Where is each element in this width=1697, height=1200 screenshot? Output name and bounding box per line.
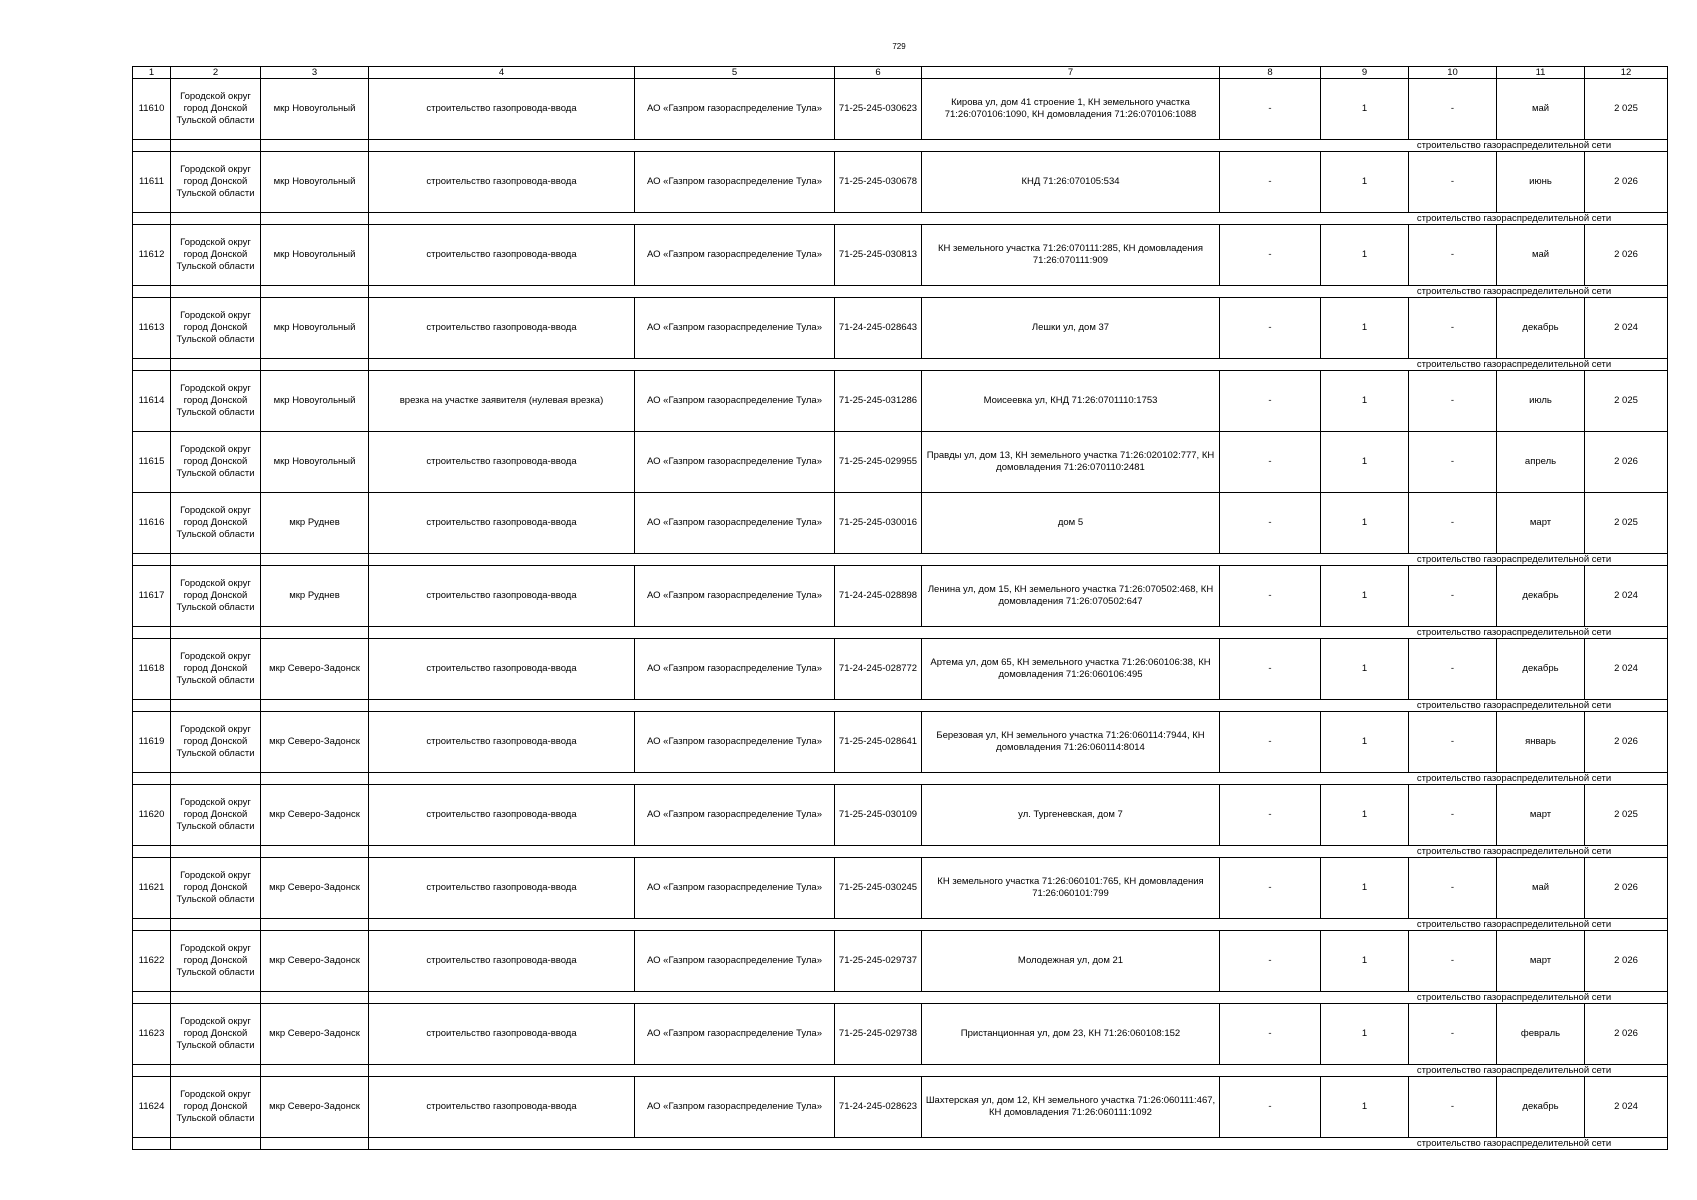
column-header: 7 — [922, 67, 1220, 79]
sub-row-text: строительство газораспределительной сети — [1416, 139, 1612, 151]
column-9-cell: 1 — [1321, 858, 1409, 919]
organization-cell: АО «Газпром газораспределение Тула» — [635, 1004, 835, 1065]
year-cell: 2 026 — [1585, 432, 1668, 493]
sub-row — [133, 1065, 1668, 1077]
month-cell: март — [1497, 493, 1585, 554]
sub-row-empty-cell — [171, 627, 261, 639]
address-cell: Ленина ул, дом 15, КН земельного участка 71:26:070502:468, КН домовладения 71:26:070502:647 — [922, 566, 1220, 627]
address-cell: Березовая ул, КН земельного участка 71:26:060114:7944, КН домовладения 71:26:060114:8014 — [922, 712, 1220, 773]
sub-row-empty-cell — [261, 919, 369, 931]
district-cell: Городской округ город Донской Тульской области — [171, 931, 261, 992]
district-cell: Городской округ город Донской Тульской области — [171, 371, 261, 432]
month-cell: декабрь — [1497, 1077, 1585, 1138]
column-8-cell: - — [1220, 639, 1321, 700]
sub-row — [133, 140, 1668, 152]
sub-row — [133, 919, 1668, 931]
address-cell: Моисеевка ул, КНД 71:26:0701110:1753 — [922, 371, 1220, 432]
column-8-cell: - — [1220, 1077, 1321, 1138]
column-9-cell: 1 — [1321, 712, 1409, 773]
year-cell: 2 025 — [1585, 493, 1668, 554]
application-code-cell: 71-24-245-028623 — [835, 1077, 922, 1138]
address-cell: КН земельного участка 71:26:060101:765, КН домовладения 71:26:060101:799 — [922, 858, 1220, 919]
year-cell: 2 025 — [1585, 371, 1668, 432]
table-row — [133, 931, 1668, 992]
sub-row-empty-cell — [171, 359, 261, 371]
application-code-cell: 71-25-245-029738 — [835, 1004, 922, 1065]
sub-row-empty-cell — [261, 359, 369, 371]
work-type-cell: строительство газопровода-ввода — [369, 931, 635, 992]
column-header: 2 — [171, 67, 261, 79]
sub-row-empty-cell — [133, 919, 171, 931]
column-10-cell: - — [1409, 432, 1497, 493]
column-9-cell: 1 — [1321, 79, 1409, 140]
column-header: 3 — [261, 67, 369, 79]
column-10-cell: - — [1409, 931, 1497, 992]
row-number: 11619 — [133, 712, 171, 773]
row-number: 11618 — [133, 639, 171, 700]
sub-row-text: строительство газораспределительной сети — [1416, 918, 1612, 930]
district-cell: Городской округ город Донской Тульской области — [171, 858, 261, 919]
table-row — [133, 639, 1668, 700]
sub-row-empty-cell — [261, 554, 369, 566]
column-8-cell: - — [1220, 298, 1321, 359]
column-10-cell: - — [1409, 639, 1497, 700]
district-cell: Городской округ город Донской Тульской области — [171, 432, 261, 493]
address-cell: Пристанционная ул, дом 23, КН 71:26:060108:152 — [922, 1004, 1220, 1065]
month-cell: декабрь — [1497, 298, 1585, 359]
table-row — [133, 79, 1668, 140]
table-row — [133, 152, 1668, 213]
application-code-cell: 71-25-245-031286 — [835, 371, 922, 432]
column-10-cell: - — [1409, 566, 1497, 627]
year-cell: 2 025 — [1585, 785, 1668, 846]
organization-cell: АО «Газпром газораспределение Тула» — [635, 298, 835, 359]
row-number: 11615 — [133, 432, 171, 493]
sub-row-text: строительство газораспределительной сети — [1416, 845, 1612, 857]
district-cell: Городской округ город Донской Тульской области — [171, 712, 261, 773]
sub-row-cell — [369, 359, 1668, 371]
organization-cell: АО «Газпром газораспределение Тула» — [635, 371, 835, 432]
year-cell: 2 024 — [1585, 298, 1668, 359]
row-number: 11614 — [133, 371, 171, 432]
organization-cell: АО «Газпром газораспределение Тула» — [635, 712, 835, 773]
column-header: 5 — [635, 67, 835, 79]
address-cell: дом 5 — [922, 493, 1220, 554]
sub-row-empty-cell — [261, 992, 369, 1004]
column-10-cell: - — [1409, 1077, 1497, 1138]
column-header: 12 — [1585, 67, 1668, 79]
column-10-cell: - — [1409, 79, 1497, 140]
sub-row-cell — [369, 919, 1668, 931]
column-9-cell: 1 — [1321, 371, 1409, 432]
month-cell: январь — [1497, 712, 1585, 773]
register-table — [132, 66, 1668, 1150]
sub-row-cell — [369, 140, 1668, 152]
column-10-cell: - — [1409, 785, 1497, 846]
application-code-cell: 71-25-245-030016 — [835, 493, 922, 554]
row-number: 11611 — [133, 152, 171, 213]
column-10-cell: - — [1409, 152, 1497, 213]
column-header: 9 — [1321, 67, 1409, 79]
sub-row-empty-cell — [133, 700, 171, 712]
table-row — [133, 566, 1668, 627]
column-8-cell: - — [1220, 371, 1321, 432]
row-number: 11624 — [133, 1077, 171, 1138]
sub-row-empty-cell — [171, 992, 261, 1004]
column-8-cell: - — [1220, 432, 1321, 493]
column-8-cell: - — [1220, 152, 1321, 213]
address-cell: Лешки ул, дом 37 — [922, 298, 1220, 359]
address-cell: Кирова ул, дом 41 строение 1, КН земельного участка 71:26:070106:1090, КН домовладения 71:26:070106:1088 — [922, 79, 1220, 140]
sub-row-text: строительство газораспределительной сети — [1416, 553, 1612, 565]
work-type-cell: строительство газопровода-ввода — [369, 858, 635, 919]
column-9-cell: 1 — [1321, 432, 1409, 493]
column-9-cell: 1 — [1321, 639, 1409, 700]
sub-row-empty-cell — [261, 1138, 369, 1150]
sub-row-cell — [369, 1138, 1668, 1150]
sub-row-empty-cell — [133, 286, 171, 298]
organization-cell: АО «Газпром газораспределение Тула» — [635, 931, 835, 992]
work-type-cell: строительство газопровода-ввода — [369, 639, 635, 700]
table-row — [133, 1077, 1668, 1138]
column-header: 10 — [1409, 67, 1497, 79]
application-code-cell: 71-25-245-030678 — [835, 152, 922, 213]
sub-row-empty-cell — [261, 286, 369, 298]
organization-cell: АО «Газпром газораспределение Тула» — [635, 858, 835, 919]
locality-cell: мкр Новоугольный — [261, 371, 369, 432]
address-cell: Шахтерская ул, дом 12, КН земельного участка 71:26:060111:467, КН домовладения 71:26:060111:1092 — [922, 1077, 1220, 1138]
application-code-cell: 71-25-245-029955 — [835, 432, 922, 493]
row-number: 11622 — [133, 931, 171, 992]
district-cell: Городской округ город Донской Тульской области — [171, 225, 261, 286]
organization-cell: АО «Газпром газораспределение Тула» — [635, 432, 835, 493]
sub-row-cell — [369, 1065, 1668, 1077]
address-cell: ул. Тургеневская, дом 7 — [922, 785, 1220, 846]
sub-row-empty-cell — [171, 919, 261, 931]
sub-row-empty-cell — [261, 140, 369, 152]
column-8-cell: - — [1220, 1004, 1321, 1065]
row-number: 11617 — [133, 566, 171, 627]
sub-row — [133, 286, 1668, 298]
month-cell: май — [1497, 858, 1585, 919]
table-row — [133, 493, 1668, 554]
column-8-cell: - — [1220, 931, 1321, 992]
column-8-cell: - — [1220, 712, 1321, 773]
sub-row-cell — [369, 773, 1668, 785]
application-code-cell: 71-25-245-030109 — [835, 785, 922, 846]
sub-row-empty-cell — [171, 773, 261, 785]
sub-row-empty-cell — [133, 359, 171, 371]
column-header-row — [133, 67, 1668, 79]
sub-row-text: строительство газораспределительной сети — [1416, 212, 1612, 224]
work-type-cell: строительство газопровода-ввода — [369, 785, 635, 846]
locality-cell: мкр Северо-Задонск — [261, 858, 369, 919]
year-cell: 2 026 — [1585, 858, 1668, 919]
sub-row-text: строительство газораспределительной сети — [1416, 1064, 1612, 1076]
address-cell: КН земельного участка 71:26:070111:285, КН домовладения 71:26:070111:909 — [922, 225, 1220, 286]
month-cell: февраль — [1497, 1004, 1585, 1065]
sub-row-empty-cell — [133, 1065, 171, 1077]
year-cell: 2 025 — [1585, 79, 1668, 140]
district-cell: Городской округ город Донской Тульской области — [171, 493, 261, 554]
column-9-cell: 1 — [1321, 493, 1409, 554]
address-cell: КНД 71:26:070105:534 — [922, 152, 1220, 213]
locality-cell: мкр Северо-Задонск — [261, 785, 369, 846]
month-cell: март — [1497, 931, 1585, 992]
column-8-cell: - — [1220, 785, 1321, 846]
column-10-cell: - — [1409, 298, 1497, 359]
work-type-cell: строительство газопровода-ввода — [369, 152, 635, 213]
sub-row-text: строительство газораспределительной сети — [1416, 285, 1612, 297]
month-cell: май — [1497, 79, 1585, 140]
application-code-cell: 71-24-245-028772 — [835, 639, 922, 700]
locality-cell: мкр Новоугольный — [261, 298, 369, 359]
year-cell: 2 026 — [1585, 225, 1668, 286]
sub-row-text: строительство газораспределительной сети — [1416, 358, 1612, 370]
district-cell: Городской округ город Донской Тульской области — [171, 152, 261, 213]
column-header: 4 — [369, 67, 635, 79]
sub-row-text: строительство газораспределительной сети — [1416, 1137, 1612, 1149]
work-type-cell: строительство газопровода-ввода — [369, 79, 635, 140]
year-cell: 2 026 — [1585, 152, 1668, 213]
district-cell: Городской округ город Донской Тульской области — [171, 1004, 261, 1065]
column-9-cell: 1 — [1321, 1004, 1409, 1065]
application-code-cell: 71-25-245-028641 — [835, 712, 922, 773]
organization-cell: АО «Газпром газораспределение Тула» — [635, 225, 835, 286]
table-row — [133, 371, 1668, 432]
work-type-cell: строительство газопровода-ввода — [369, 1004, 635, 1065]
sub-row-empty-cell — [171, 1138, 261, 1150]
sub-row-text: строительство газораспределительной сети — [1416, 699, 1612, 711]
district-cell: Городской округ город Донской Тульской области — [171, 1077, 261, 1138]
column-9-cell: 1 — [1321, 1077, 1409, 1138]
column-9-cell: 1 — [1321, 225, 1409, 286]
district-cell: Городской округ город Донской Тульской области — [171, 298, 261, 359]
column-9-cell: 1 — [1321, 785, 1409, 846]
locality-cell: мкр Северо-Задонск — [261, 931, 369, 992]
month-cell: июнь — [1497, 152, 1585, 213]
column-10-cell: - — [1409, 493, 1497, 554]
table-row — [133, 858, 1668, 919]
application-code-cell: 71-24-245-028643 — [835, 298, 922, 359]
year-cell: 2 026 — [1585, 931, 1668, 992]
sub-row-empty-cell — [133, 1138, 171, 1150]
row-number: 11621 — [133, 858, 171, 919]
sub-row-empty-cell — [171, 700, 261, 712]
application-code-cell: 71-25-245-030245 — [835, 858, 922, 919]
sub-row-empty-cell — [261, 1065, 369, 1077]
row-number: 11613 — [133, 298, 171, 359]
sub-row — [133, 846, 1668, 858]
column-8-cell: - — [1220, 79, 1321, 140]
sub-row — [133, 359, 1668, 371]
locality-cell: мкр Руднев — [261, 566, 369, 627]
sub-row-empty-cell — [171, 213, 261, 225]
application-code-cell: 71-25-245-030623 — [835, 79, 922, 140]
organization-cell: АО «Газпром газораспределение Тула» — [635, 1077, 835, 1138]
column-header: 11 — [1497, 67, 1585, 79]
locality-cell: мкр Новоугольный — [261, 152, 369, 213]
sub-row-cell — [369, 992, 1668, 1004]
month-cell: апрель — [1497, 432, 1585, 493]
application-code-cell: 71-25-245-029737 — [835, 931, 922, 992]
sub-row — [133, 992, 1668, 1004]
year-cell: 2 024 — [1585, 1077, 1668, 1138]
month-cell: март — [1497, 785, 1585, 846]
work-type-cell: строительство газопровода-ввода — [369, 432, 635, 493]
sub-row-text: строительство газораспределительной сети — [1416, 626, 1612, 638]
organization-cell: АО «Газпром газораспределение Тула» — [635, 785, 835, 846]
organization-cell: АО «Газпром газораспределение Тула» — [635, 79, 835, 140]
sub-row-empty-cell — [171, 140, 261, 152]
sub-row-empty-cell — [133, 773, 171, 785]
application-code-cell: 71-24-245-028898 — [835, 566, 922, 627]
sub-row-empty-cell — [171, 1065, 261, 1077]
month-cell: декабрь — [1497, 566, 1585, 627]
sub-row-empty-cell — [171, 554, 261, 566]
column-8-cell: - — [1220, 858, 1321, 919]
column-8-cell: - — [1220, 225, 1321, 286]
locality-cell: мкр Новоугольный — [261, 79, 369, 140]
sub-row-text: строительство газораспределительной сети — [1416, 991, 1612, 1003]
sub-row-cell — [369, 846, 1668, 858]
sub-row-empty-cell — [261, 700, 369, 712]
work-type-cell: строительство газопровода-ввода — [369, 1077, 635, 1138]
month-cell: июль — [1497, 371, 1585, 432]
sub-row-empty-cell — [133, 992, 171, 1004]
column-8-cell: - — [1220, 493, 1321, 554]
table-row — [133, 298, 1668, 359]
column-10-cell: - — [1409, 225, 1497, 286]
locality-cell: мкр Руднев — [261, 493, 369, 554]
district-cell: Городской округ город Донской Тульской области — [171, 566, 261, 627]
district-cell: Городской округ город Донской Тульской области — [171, 639, 261, 700]
year-cell: 2 026 — [1585, 712, 1668, 773]
organization-cell: АО «Газпром газораспределение Тула» — [635, 639, 835, 700]
sub-row-cell — [369, 554, 1668, 566]
sub-row — [133, 1138, 1668, 1150]
application-code-cell: 71-25-245-030813 — [835, 225, 922, 286]
locality-cell: мкр Северо-Задонск — [261, 1077, 369, 1138]
locality-cell: мкр Северо-Задонск — [261, 712, 369, 773]
table-row — [133, 225, 1668, 286]
sub-row — [133, 554, 1668, 566]
sub-row-empty-cell — [261, 213, 369, 225]
work-type-cell: строительство газопровода-ввода — [369, 566, 635, 627]
year-cell: 2 024 — [1585, 566, 1668, 627]
column-8-cell: - — [1220, 566, 1321, 627]
sub-row-empty-cell — [171, 846, 261, 858]
row-number: 11612 — [133, 225, 171, 286]
column-10-cell: - — [1409, 371, 1497, 432]
page-number: 729 — [892, 42, 906, 51]
table-row — [133, 432, 1668, 493]
sub-row-empty-cell — [133, 554, 171, 566]
month-cell: декабрь — [1497, 639, 1585, 700]
organization-cell: АО «Газпром газораспределение Тула» — [635, 566, 835, 627]
column-9-cell: 1 — [1321, 152, 1409, 213]
sub-row-text: строительство газораспределительной сети — [1416, 772, 1612, 784]
table-row — [133, 712, 1668, 773]
locality-cell: мкр Новоугольный — [261, 225, 369, 286]
work-type-cell: врезка на участке заявителя (нулевая врезка) — [369, 371, 635, 432]
sub-row — [133, 700, 1668, 712]
table-row — [133, 785, 1668, 846]
month-cell: май — [1497, 225, 1585, 286]
address-cell: Молодежная ул, дом 21 — [922, 931, 1220, 992]
column-9-cell: 1 — [1321, 931, 1409, 992]
sub-row-empty-cell — [133, 140, 171, 152]
sub-row-empty-cell — [261, 773, 369, 785]
address-cell: Правды ул, дом 13, КН земельного участка 71:26:020102:777, КН домовладения 71:26:070110:2481 — [922, 432, 1220, 493]
column-10-cell: - — [1409, 712, 1497, 773]
sub-row-cell — [369, 700, 1668, 712]
work-type-cell: строительство газопровода-ввода — [369, 712, 635, 773]
column-header: 8 — [1220, 67, 1321, 79]
year-cell: 2 024 — [1585, 639, 1668, 700]
sub-row-empty-cell — [261, 627, 369, 639]
row-number: 11620 — [133, 785, 171, 846]
work-type-cell: строительство газопровода-ввода — [369, 225, 635, 286]
sub-row-empty-cell — [133, 627, 171, 639]
locality-cell: мкр Северо-Задонск — [261, 1004, 369, 1065]
column-9-cell: 1 — [1321, 566, 1409, 627]
work-type-cell: строительство газопровода-ввода — [369, 493, 635, 554]
sub-row-empty-cell — [133, 846, 171, 858]
sub-row — [133, 627, 1668, 639]
sub-row-empty-cell — [261, 846, 369, 858]
work-type-cell: строительство газопровода-ввода — [369, 298, 635, 359]
row-number: 11610 — [133, 79, 171, 140]
table-body — [133, 67, 1668, 1150]
column-header: 1 — [133, 67, 171, 79]
sub-row-empty-cell — [171, 286, 261, 298]
year-cell: 2 026 — [1585, 1004, 1668, 1065]
organization-cell: АО «Газпром газораспределение Тула» — [635, 493, 835, 554]
sub-row — [133, 213, 1668, 225]
locality-cell: мкр Северо-Задонск — [261, 639, 369, 700]
sub-row-cell — [369, 627, 1668, 639]
sub-row — [133, 773, 1668, 785]
column-9-cell: 1 — [1321, 298, 1409, 359]
sub-row-cell — [369, 213, 1668, 225]
sub-row-empty-cell — [133, 213, 171, 225]
locality-cell: мкр Новоугольный — [261, 432, 369, 493]
column-10-cell: - — [1409, 858, 1497, 919]
sub-row-cell — [369, 286, 1668, 298]
district-cell: Городской округ город Донской Тульской области — [171, 79, 261, 140]
row-number: 11616 — [133, 493, 171, 554]
organization-cell: АО «Газпром газораспределение Тула» — [635, 152, 835, 213]
column-10-cell: - — [1409, 1004, 1497, 1065]
row-number: 11623 — [133, 1004, 171, 1065]
address-cell: Артема ул, дом 65, КН земельного участка 71:26:060106:38, КН домовладения 71:26:060106:495 — [922, 639, 1220, 700]
district-cell: Городской округ город Донской Тульской области — [171, 785, 261, 846]
column-header: 6 — [835, 67, 922, 79]
table-row — [133, 1004, 1668, 1065]
